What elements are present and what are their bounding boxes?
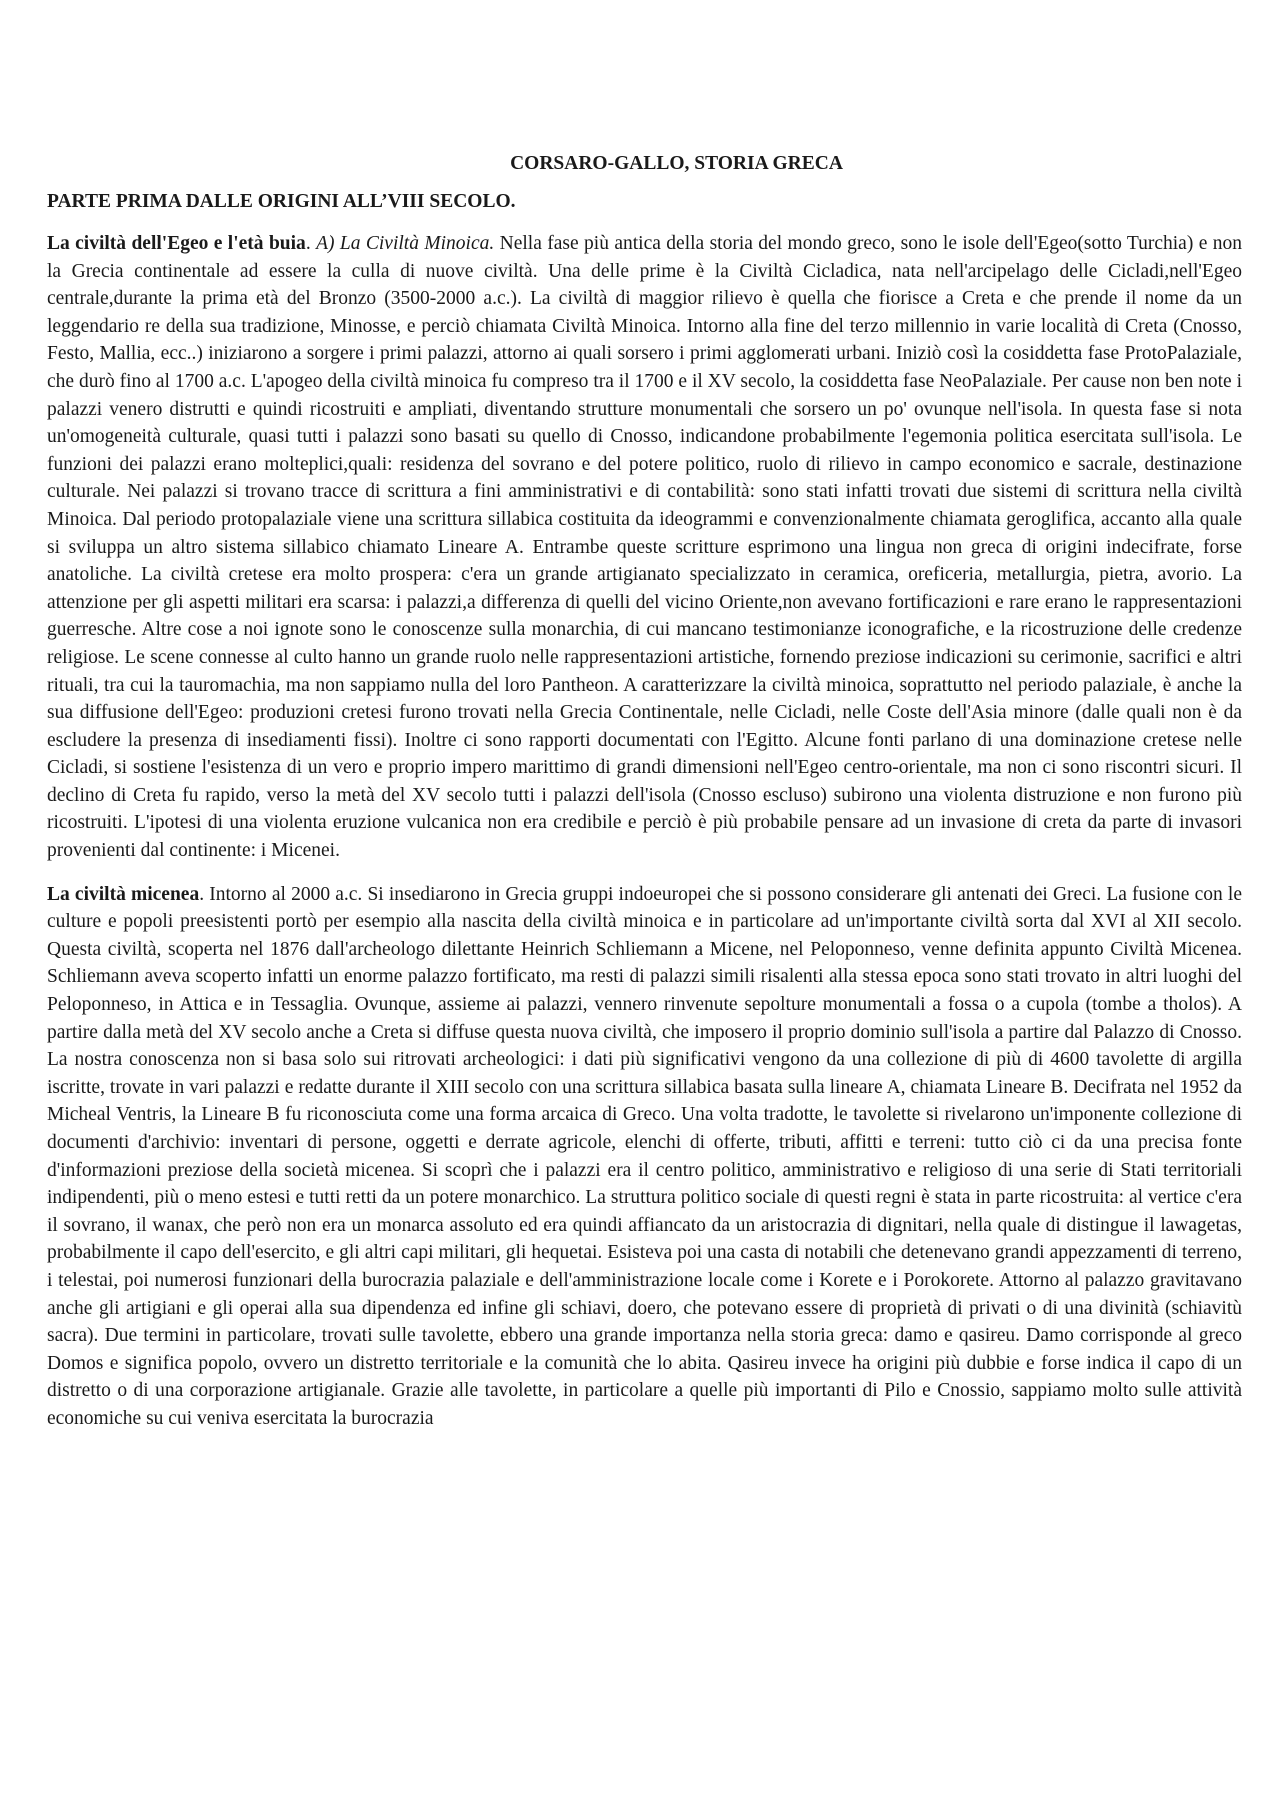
section-subheading: A) La Civiltà Minoica. [316, 233, 495, 254]
document-title: CORSARO-GALLO, STORIA GRECA [510, 153, 843, 174]
section-paragraph-minoica [47, 230, 1242, 865]
section-body: Nella fase più antica della storia del mondo greco, sono le isole dell'Egeo(sotto Turchia) e non la Grecia continentale ad essere la culla di nuove civiltà. Una delle prime è la Civiltà Cicladica, nata nell'arcipelago delle Cicladi,nell'Egeo centrale,durante la prima età del Bronzo (3500-2000 a.c.). La civiltà di maggior rilievo è quella che fiorisce a Creta e che prende il nome da un leggendario re della sua tradizione, Minosse, e perciò chiamata Civiltà Minoica. Intorno alla fine del terzo millennio in varie località di Creta (Cnosso, Festo, Mallia, ecc..) iniziarono a sorgere i primi palazzi, attorno ai quali sorsero i primi agglomerati urbani. Iniziò così la cosiddetta fase ProtoPalaziale, che durò fino al 1700 a.c. L'apogeo della civiltà minoica fu compreso tra il 1700 e il XV secolo, la cosiddetta fase NeoPalaziale. Per cause non ben note i palazzi venero distrutti e quindi ricostruiti e ampliati, diventando strutture monumentali che sorsero un po' ovunque nell'isola. In questa fase si nota un'omogeneità culturale, quasi tutti i palazzi sono basati su quello di Cnosso, indicandone probabilmente l'egemonia politica esercitata sull'isola. Le funzioni dei palazzi erano molteplici,quali: residenza del sovrano e del potere politico, ruolo di rilievo in campo economico e sacrale, destinazione culturale. Nei palazzi si trovano tracce di scrittura a fini amministrativi e di contabilità: sono stati infatti trovati due sistemi di scrittura nella civiltà Minoica. Dal periodo protopalaziale viene una scrittura sillabica costituita da ideogrammi e convenzionalmente chiamata geroglifica, accanto alla quale si sviluppa un altro sistema sillabico chiamato Lineare A. Entrambe queste scritture esprimono una lingua non greca di origini indecifrate, forse anatoliche. La civiltà cretese era molto prospera: c'era un grande artigianato specializzato in ceramica, oreficeria, metallurgia, pietra, avorio. La attenzione per gli aspetti militari era scarsa: i palazzi,a differenza di quelli del vicino Oriente,non avevano fortificazioni e rare erano le rappresentazioni guerresche. Altre cose a noi ignote sono le conoscenze sulla monarchia, di cui mancano testimonianze iconografiche, e la ricostruzione delle credenze religiose. Le scene connesse al culto hanno un grande ruolo nelle rappresentazioni artistiche, fornendo preziose indicazioni su cerimonie, sacrifici e altri rituali, tra cui la tauromachia, ma non sappiamo nulla del loro Pantheon. A caratterizzare la civiltà minoica, soprattutto nel periodo palaziale, è anche la sua diffusione dell'Egeo: produzioni cretesi furono trovati nella Grecia Continentale, nelle Cicladi, nelle Coste dell'Asia minore (dalle quali non è da escludere la presenza di insediamenti fissi). Inoltre ci sono rapporti documentati con l'Egitto. Alcune fonti parlano di una dominazione cretese nelle Cicladi, si sostiene l'esistenza di un vero e proprio impero marittimo di grandi dimensioni nell'Egeo centro-orientale, ma non ci sono riscontri sicuri. Il declino di Creta fu rapido, verso la metà del XV secolo tutti i palazzi dell'isola (Cnosso escluso) subirono una violenta distruzione e non furono più ricostruiti. L'ipotesi di una violenta eruzione vulcanica non era credibile e perciò è più probabile pensare ad un invasione di creta da parte di invasori provenienti dal continente: i Micenei. [47, 233, 1243, 862]
document-page [47, 150, 1242, 1449]
section-paragraph-micenea [47, 881, 1242, 1433]
section-heading: La civiltà dell'Egeo e l'età buia [47, 233, 306, 254]
section-heading-suffix: . [305, 233, 317, 254]
section-heading: La civiltà micenea [47, 883, 200, 905]
section-body: Intorno al 2000 a.c. Si insediarono in Grecia gruppi indoeuropei che si possono considerare gli antenati dei Greci. La fusione con le culture e popoli preesistenti portò per esempio alla nascita della civiltà minoica e in particolare ad un'importante civiltà sorta dal XVI al XII secolo. Questa civiltà, scoperta nel 1876 dall'archeologo dilettante Heinrich Schliemann a Micene, nel Peloponneso, venne definita appunto Civiltà Micenea. Schliemann aveva scoperto infatti un enorme palazzo fortificato, ma resti di palazzi simili risalenti alla stessa epoca sono stati trovato in altri luoghi del Peloponneso, in Attica e in Tessaglia. Ovunque, assieme ai palazzi, vennero rinvenute sepolture monumentali a fossa o a cupola (tombe a tholos). A partire dalla metà del XV secolo anche a Creta si diffuse questa nuova civiltà, che imposero il proprio dominio sull'isola a partire dal Palazzo di Cnosso. La nostra conoscenza non si basa solo sui ritrovati archeologici: i dati più significativi vengono da una collezione di più di 4600 tavolette di argilla iscritte, trovate in vari palazzi e redatte durante il XIII secolo con una scrittura sillabica basata sulla lineare A, chiamata Lineare B. Decifrata nel 1952 da Micheal Ventris, la Lineare B fu riconosciuta come una forma arcaica di Greco. Una volta tradotte, le tavolette si rivelarono un'imponente collezione di documenti d'archivio: inventari di persone, oggetti e derrate agricole, elenchi di offerte, tributi, affitti e terreni: tutto ciò ci da una precisa fonte d'informazioni preziose della società micenea. Si scoprì che i palazzi era il centro politico, amministrativo e religioso di una serie di Stati territoriali indipendenti, più o meno estesi e tutti retti da un potere monarchico. La struttura politico sociale di questi regni è stata in parte ricostruita: al vertice c'era il sovrano, il wanax, che però non era un monarca assoluto ed era quindi affiancato da un aristocrazia di dignitari, nella quale di distingue il lawagetas, probabilmente il capo dell'esercito, e gli altri capi militari, gli hequetai. Esisteva poi una casta di notabili che detenevano grandi appezzamenti di terreno, i telestai, poi numerosi funzionari della burocrazia palaziale e dell'amministrazione locale come i Korete e i Porokorete. Attorno al palazzo gravitavano anche gli artigiani e gli operai alla sua dipendenza ed infine gli schiavi, doero, che potevano essere di proprietà di privati o di una divinità (schiavitù sacra). Due termini in particolare, trovati sulle tavolette, ebbero una grande importanza nella storia greca: damo e qasireu. Damo corrisponde al greco Domos e significa popolo, ovvero un distretto territoriale e la comunità che lo abita. Qasireu invece ha origini più dubbie e forse indica il capo di un distretto o di una corporazione artigianale. Grazie alle tavolette, in particolare a quelle più importanti di Pilo e Cnossio, sappiamo molto sulle attività economiche su cui veniva esercitata la burocrazia [47, 883, 1243, 1429]
part-heading: PARTE PRIMA DALLE ORIGINI ALL’VIII SECOLO. [47, 191, 516, 212]
section-heading-suffix: . [199, 883, 210, 905]
